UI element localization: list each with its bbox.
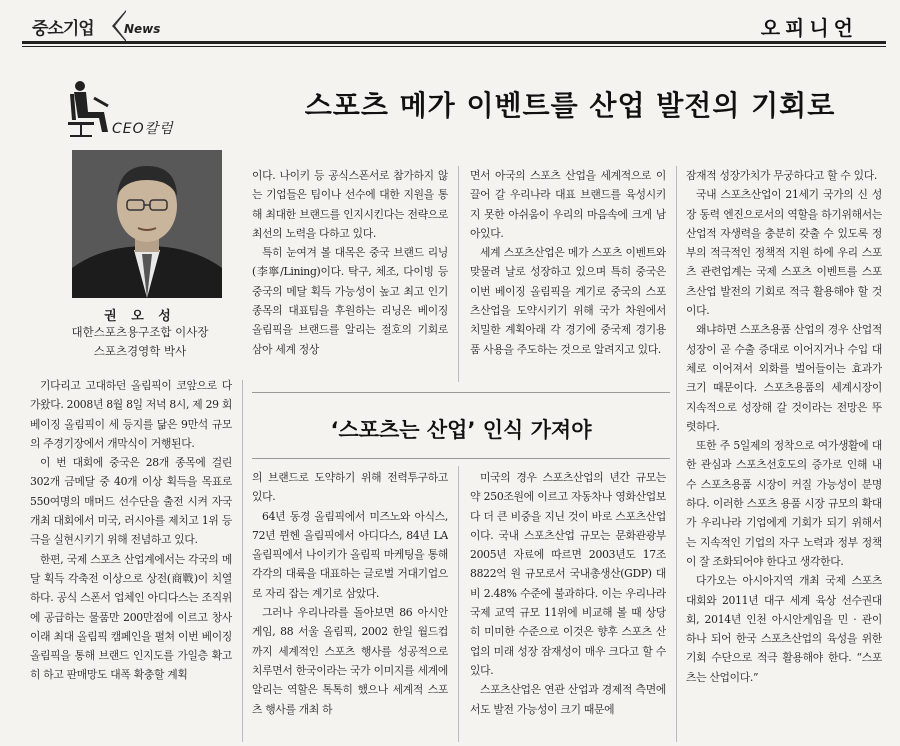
paragraph: 기다리고 고대하던 올림픽이 코앞으로 다가왔다. 2008년 8월 8일 저녁 8시, 제 29 회 베이징 올림픽이 세 등지를 닮은 9만석 규모의 주경기장에서 개막식이 거행된다. <box>30 379 232 450</box>
header-rule <box>22 41 886 44</box>
column-1-top <box>252 166 448 384</box>
header-rule-thin <box>22 46 886 47</box>
paragraph: 이 번 대회에 중국은 28개 종목에 걸린 302개 금메달 중 40개 이상 획득을 목표로 550여명의 매머드 선수단을 출전 시켜 자국 개최 대회에서 미국, 러시아를 제치고 1위 등극을 실현시키기 위해 전념하고 있다. <box>30 456 232 547</box>
author-name: 권 오 성 <box>104 309 176 324</box>
paragraph: 다가오는 아시아지역 개최 국제 스포츠 대회와 2011년 대구 세계 육상 선수권대회, 2014년 인천 아시안게임을 민 · 관이 하나 되어 한국 스포츠산업의 육성을 위한 기회 수단으로 적극 활용해야 한다. “스포츠는 산업이다.” <box>686 574 882 684</box>
paragraph: 세계 스포츠산업은 메가 스포츠 이벤트와 맞물려 날로 성장하고 있으며 특히 중국은 이번 베이징 올림픽을 계기로 중국의 스포츠산업을 도약시키기 위해 국가 차원에서 치밀한 계획아래 각 경기에 중국제 경기용품 사용을 주도하는 것으로 알려지고 있다. <box>470 246 666 356</box>
paragraph: 64년 동경 올림픽에서 미즈노와 아식스, 72년 뮌헨 올림픽에서 아디다스, 84년 LA 올림픽에서 나이키가 올림픽 마케팅을 통해 각각의 대륙을 대표하는 글로벌 거대기업으로 자리 잡는 계기로 삼았다. <box>252 509 448 600</box>
author-photo <box>72 150 222 298</box>
newspaper-name: 중소기업 <box>32 19 94 39</box>
paragraph: 스포츠산업은 연관 산업과 경제적 측면에서도 발전 가능성이 크기 때문에 <box>470 683 666 716</box>
column-1-bottom <box>252 468 448 744</box>
paragraph: 왜냐하면 스포츠용품 산업의 경우 산업적 성장이 곧 수출 증대로 이어지거나 수입 대체로 이어져서 외화를 벌어들이는 효과가 크기 때문이다. 스포츠용품의 세계시장이 지속적으로 성장해 갈 것이라는 전망은 뚜렷하다. <box>686 323 882 433</box>
paragraph: 면서 아국의 스포츠 산업을 세계적으로 이끌어 갈 우리나라 대표 브랜드를 육성시키지 못한 아쉬움이 우리의 마음속에 크게 남아있다. <box>470 169 666 240</box>
column-right <box>686 166 882 744</box>
paragraph: 잠재적 성장가치가 무궁하다고 할 수 있다. <box>686 169 877 182</box>
column-tag: CEO칼럼 <box>112 121 174 137</box>
paragraph: 미국의 경우 스포츠산업의 년간 규모는 약 250조원에 이르고 자동차나 영화산업보다 더 큰 비중을 지닌 것이 바로 스포츠산업이다. 국내 스포츠산업 규모는 문화관광부 2005년 자료에 따르면 2003년도 17조 8822억 원 규모로서 국내총생산(GDP) 대비 2.48% 수준에 불과하다. 이는 우리나라 국제 교역 규모 11위에 비교해 볼 때 상당히 미미한 수준으로 이것은 향후 스포츠 산업의 미래 성장 잠재성이 매우 크다고 할 수 있다. <box>470 471 666 677</box>
paragraph: 의 브랜드로 도약하기 위해 전력투구하고 있다. <box>252 471 448 504</box>
page-header <box>0 0 900 46</box>
paragraph: 한편, 국제 스포츠 산업계에서는 각국의 메달 획득 각축전 이상으로 상전(商戰)이 치열하다. 공식 스폰서 업체인 아디다스는 조직위에 공급하는 물품만 200만점에 이르고 창사 이래 최대 올림픽 캠페인을 펼쳐 이번 베이징올림픽을 통해 브랜드 인지도를 가일층 확고히 하고 판매망도 대폭 확충할 계획 <box>30 552 232 682</box>
column-left <box>30 376 232 744</box>
section-title: 오피니언 <box>760 16 858 40</box>
paragraph: 또한 주 5일제의 정착으로 여가생활에 대한 관심과 스포츠선호도의 증가로 인해 내수 스포츠용품 시장이 커질 가능성이 분명하다. 이러한 스포츠 용품 시장 규모의 확대가 우리나라 기업에게 기회가 되기 위해서는 지속적인 기업의 자구 노력과 정부 정책이 잘 조화되어야 한다고 생각한다. <box>686 439 882 568</box>
sub-headline: ‘스포츠는 산업’ 인식 가져야 <box>330 418 592 442</box>
column-2-bottom <box>470 468 666 744</box>
author-title-2: 스포츠경영학 박사 <box>93 344 187 358</box>
paragraph: 국내 스포츠산업이 21세기 국가의 신 성장 동력 엔진으로서의 역할을 하기위해서는 산업적 자생력을 충분히 갖출 수 있도록 정부의 적극적인 정책적 지원 하에 우리 스포츠 관련업계는 국제 스포츠 이벤트를 스포츠산업 발전의 기회로 적극 활용해야 할 것이다. <box>686 188 882 318</box>
paragraph: 그러나 우리나라를 돌아보면 86 아시안게임, 88 서울 올림픽, 2002 한일 월드컵까지 세계적인 스포츠 행사를 성공적으로 치루면서 한국이라는 국가 이미지를 세계에 알리는 역할은 톡톡히 했으나 세계적 스포츠 행사를 개최 하 <box>252 606 448 716</box>
article-headline: 스포츠 메가 이벤트를 산업 발전의 기회로 <box>304 89 836 122</box>
paragraph: 특히 눈여겨 볼 대목은 중국 브랜드 리닝(李寧/Lining)이다. 탁구, 체조, 다이빙 등 중국의 메달 획득 가능성이 높고 최고 인기 종목의 대표팀을 후원하는 리닝은 베이징 올림픽을 브랜드를 알리는 절호의 기회로 삼아 세계 정상 <box>252 246 448 356</box>
news-label: News <box>124 22 161 36</box>
author-title: 대한스포츠용구조합 이사장 <box>71 325 209 339</box>
paragraph: 이다. 나이키 등 공식스폰서로 참가하지 않는 기업들은 팀이나 선수에 대한 지원을 통해 최대한 브랜드를 인지시킨다는 전략으로 최선의 노력을 다하고 있다. <box>252 169 448 240</box>
column-2-top <box>470 166 666 384</box>
